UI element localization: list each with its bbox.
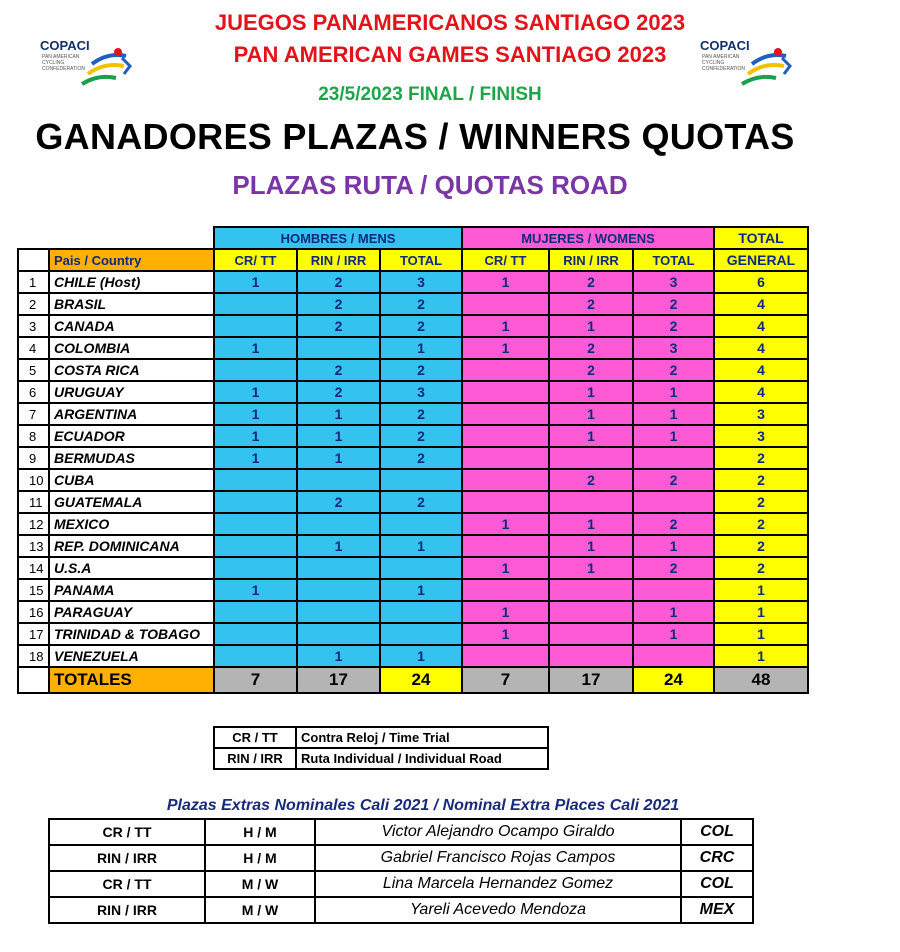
cell-women-crtt: [462, 469, 549, 491]
table-row: [18, 469, 808, 491]
total-general: 48: [714, 667, 808, 693]
legend-desc: Ruta Individual / Individual Road: [296, 748, 548, 769]
cell-women-total: 1: [633, 535, 714, 557]
cell-women-total: [633, 645, 714, 667]
cell-women-crtt: [462, 491, 549, 513]
title-spanish: JUEGOS PANAMERICANOS SANTIAGO 2023: [214, 10, 686, 35]
cell-total-general: 4: [714, 381, 808, 403]
cell-men-crtt: 1: [214, 403, 297, 425]
cell-total-general: 1: [714, 579, 808, 601]
extra-gender: M / W: [205, 897, 315, 923]
legend-desc: Contra Reloj / Time Trial: [296, 727, 548, 748]
cell-men-rin: [297, 557, 380, 579]
extra-country-code: CRC: [681, 845, 753, 871]
cell-men-total: 1: [380, 579, 462, 601]
table-row: [18, 447, 808, 469]
logo-subtext: PAN AMERICAN CYCLING CONFEDERATION: [42, 54, 85, 72]
cell-women-total: 3: [633, 271, 714, 293]
table-row: [18, 513, 808, 535]
cell-women-total: 1: [633, 381, 714, 403]
cell-women-crtt: [462, 293, 549, 315]
cell-women-rin: 1: [549, 315, 633, 337]
table-row: [18, 601, 808, 623]
cell-total-general: 2: [714, 491, 808, 513]
cell-men-total: 2: [380, 425, 462, 447]
extra-category: RIN / IRR: [49, 897, 205, 923]
extra-country-code: MEX: [681, 897, 753, 923]
blank-cell: [49, 227, 214, 249]
row-number: 2: [18, 293, 49, 315]
cell-women-rin: 1: [549, 381, 633, 403]
cell-women-total: 1: [633, 623, 714, 645]
country-column-header: Pais / Country: [49, 249, 214, 271]
table-row: [18, 535, 808, 557]
cell-men-crtt: [214, 315, 297, 337]
column-header-men-crtt: CR/ TT: [214, 249, 297, 271]
cell-men-crtt: [214, 491, 297, 513]
cell-women-rin: 1: [549, 403, 633, 425]
cell-men-crtt: [214, 601, 297, 623]
country-name: U.S.A: [49, 557, 214, 579]
cell-women-total: 2: [633, 359, 714, 381]
column-header-men-rin: RIN / IRR: [297, 249, 380, 271]
row-number: 15: [18, 579, 49, 601]
cell-men-total: 2: [380, 403, 462, 425]
cell-men-rin: 1: [297, 403, 380, 425]
cell-men-crtt: 1: [214, 381, 297, 403]
table-row: [18, 315, 808, 337]
cell-total-general: 1: [714, 623, 808, 645]
cell-women-crtt: 1: [462, 337, 549, 359]
row-number: 9: [18, 447, 49, 469]
extra-row: [49, 871, 753, 897]
cell-women-total: 2: [633, 513, 714, 535]
cell-men-rin: 2: [297, 315, 380, 337]
row-number: 8: [18, 425, 49, 447]
table-row: [18, 337, 808, 359]
cell-men-rin: [297, 579, 380, 601]
cell-men-crtt: 1: [214, 447, 297, 469]
legend-abbr: CR / TT: [214, 727, 296, 748]
cell-men-rin: [297, 337, 380, 359]
total-general-header-bottom: GENERAL: [714, 249, 808, 271]
table-row: [18, 623, 808, 645]
cell-total-general: 4: [714, 359, 808, 381]
extra-places-title: Plazas Extras Nominales Cali 2021 / Nominal Extra Places Cali 2021: [166, 797, 680, 814]
cell-women-crtt: [462, 535, 549, 557]
totals-label: TOTALES: [49, 667, 214, 693]
cell-women-crtt: 1: [462, 601, 549, 623]
country-name: CUBA: [49, 469, 214, 491]
table-row: [18, 645, 808, 667]
table-row: [18, 403, 808, 425]
table-row: [18, 381, 808, 403]
table-row: [18, 359, 808, 381]
total-general-header-top: TOTAL: [714, 227, 808, 249]
cell-women-total: 1: [633, 403, 714, 425]
cell-men-total: 2: [380, 293, 462, 315]
quotas-table: [17, 226, 809, 694]
row-number: 11: [18, 491, 49, 513]
cell-women-crtt: [462, 447, 549, 469]
table-row: [18, 491, 808, 513]
cell-men-rin: [297, 601, 380, 623]
abbreviation-legend: [213, 726, 549, 770]
extra-row: [49, 819, 753, 845]
cell-total-general: 6: [714, 271, 808, 293]
cell-men-crtt: [214, 359, 297, 381]
cell-women-total: 2: [633, 293, 714, 315]
extra-athlete-name: Victor Alejandro Ocampo Giraldo: [315, 819, 681, 845]
cell-men-total: 3: [380, 271, 462, 293]
cell-men-crtt: [214, 469, 297, 491]
group-header-men: HOMBRES / MENS: [214, 227, 462, 249]
logo-subtext: PAN AMERICAN CYCLING CONFEDERATION: [702, 54, 745, 72]
cell-total-general: 4: [714, 293, 808, 315]
cell-women-crtt: 1: [462, 315, 549, 337]
table-row: [18, 271, 808, 293]
row-number: 12: [18, 513, 49, 535]
cell-women-crtt: [462, 425, 549, 447]
cell-women-total: [633, 579, 714, 601]
totals-row: [18, 667, 808, 693]
row-number: 10: [18, 469, 49, 491]
extra-gender: M / W: [205, 871, 315, 897]
country-name: PANAMA: [49, 579, 214, 601]
extra-row: [49, 897, 753, 923]
cell-women-rin: 1: [549, 535, 633, 557]
cell-men-total: 2: [380, 315, 462, 337]
cell-men-crtt: [214, 513, 297, 535]
total-men-crtt: 7: [214, 667, 297, 693]
cell-men-total: [380, 601, 462, 623]
cell-women-rin: 1: [549, 513, 633, 535]
cell-total-general: 1: [714, 645, 808, 667]
cell-women-total: 2: [633, 469, 714, 491]
row-number: 1: [18, 271, 49, 293]
cell-men-crtt: 1: [214, 425, 297, 447]
cell-women-total: 2: [633, 315, 714, 337]
table-row: [18, 293, 808, 315]
extra-athlete-name: Gabriel Francisco Rojas Campos: [315, 845, 681, 871]
country-name: COSTA RICA: [49, 359, 214, 381]
cell-men-total: [380, 557, 462, 579]
extra-gender: H / M: [205, 819, 315, 845]
cell-women-rin: [549, 491, 633, 513]
cell-men-rin: 1: [297, 425, 380, 447]
blank-cell: [18, 249, 49, 271]
country-name: GUATEMALA: [49, 491, 214, 513]
row-number: 7: [18, 403, 49, 425]
cell-men-rin: 1: [297, 535, 380, 557]
cell-women-total: 2: [633, 557, 714, 579]
cell-men-rin: 1: [297, 447, 380, 469]
cell-men-total: [380, 469, 462, 491]
extra-places-table: [48, 818, 754, 924]
extra-category: RIN / IRR: [49, 845, 205, 871]
cell-men-crtt: [214, 557, 297, 579]
cell-total-general: 1: [714, 601, 808, 623]
table-row: [18, 579, 808, 601]
cell-men-total: 2: [380, 491, 462, 513]
logo-text: COPACI: [40, 38, 90, 53]
extra-country-code: COL: [681, 819, 753, 845]
cell-women-rin: 1: [549, 425, 633, 447]
cell-women-rin: 2: [549, 293, 633, 315]
cell-men-rin: 2: [297, 381, 380, 403]
country-name: ARGENTINA: [49, 403, 214, 425]
cell-total-general: 2: [714, 535, 808, 557]
cell-women-total: [633, 447, 714, 469]
row-number: 6: [18, 381, 49, 403]
cell-men-total: 3: [380, 381, 462, 403]
country-name: URUGUAY: [49, 381, 214, 403]
cell-men-rin: [297, 513, 380, 535]
cell-women-total: [633, 491, 714, 513]
cell-men-crtt: [214, 535, 297, 557]
cell-women-crtt: [462, 403, 549, 425]
extra-category: CR / TT: [49, 871, 205, 897]
extra-athlete-name: Lina Marcela Hernandez Gomez: [315, 871, 681, 897]
cell-men-total: 1: [380, 337, 462, 359]
cell-women-crtt: 1: [462, 557, 549, 579]
cell-men-total: 2: [380, 359, 462, 381]
total-men-total: 24: [380, 667, 462, 693]
column-header-women-crtt: CR/ TT: [462, 249, 549, 271]
country-name: BRASIL: [49, 293, 214, 315]
cell-women-rin: [549, 579, 633, 601]
cell-women-rin: 2: [549, 469, 633, 491]
cell-women-crtt: [462, 579, 549, 601]
cell-total-general: 2: [714, 513, 808, 535]
row-number: 13: [18, 535, 49, 557]
blank-cell: [18, 667, 49, 693]
group-header-women: MUJERES / WOMENS: [462, 227, 714, 249]
legend-abbr: RIN / IRR: [214, 748, 296, 769]
extra-country-code: COL: [681, 871, 753, 897]
column-header-men-total: TOTAL: [380, 249, 462, 271]
cell-men-crtt: 1: [214, 337, 297, 359]
cell-women-crtt: 1: [462, 623, 549, 645]
cell-women-crtt: [462, 645, 549, 667]
extra-athlete-name: Yareli Acevedo Mendoza: [315, 897, 681, 923]
cell-men-rin: 2: [297, 293, 380, 315]
row-number: 14: [18, 557, 49, 579]
country-name: TRINIDAD & TOBAGO: [49, 623, 214, 645]
cell-women-rin: [549, 601, 633, 623]
cell-men-crtt: [214, 623, 297, 645]
page-subheading: PLAZAS RUTA / QUOTAS ROAD: [232, 170, 628, 200]
extra-gender: H / M: [205, 845, 315, 871]
country-name: PARAGUAY: [49, 601, 214, 623]
cell-total-general: 2: [714, 469, 808, 491]
date-status: 23/5/2023 FINAL / FINISH: [318, 84, 542, 105]
cell-men-total: 2: [380, 447, 462, 469]
cell-total-general: 2: [714, 447, 808, 469]
cell-total-general: 4: [714, 315, 808, 337]
blank-cell: [18, 227, 49, 249]
table-row: [18, 425, 808, 447]
country-name: ECUADOR: [49, 425, 214, 447]
cell-total-general: 2: [714, 557, 808, 579]
cell-women-rin: 1: [549, 557, 633, 579]
cell-women-rin: 2: [549, 359, 633, 381]
cell-women-rin: 2: [549, 337, 633, 359]
cell-women-rin: [549, 447, 633, 469]
row-number: 16: [18, 601, 49, 623]
cell-men-rin: 2: [297, 271, 380, 293]
cell-women-crtt: [462, 359, 549, 381]
cell-men-crtt: 1: [214, 579, 297, 601]
extra-row: [49, 845, 753, 871]
row-number: 17: [18, 623, 49, 645]
total-women-total: 24: [633, 667, 714, 693]
cell-men-crtt: [214, 645, 297, 667]
row-number: 4: [18, 337, 49, 359]
country-name: CHILE (Host): [49, 271, 214, 293]
country-name: VENEZUELA: [49, 645, 214, 667]
table-row: [18, 557, 808, 579]
total-men-rin: 17: [297, 667, 380, 693]
cell-men-total: [380, 623, 462, 645]
cell-men-crtt: [214, 293, 297, 315]
extra-category: CR / TT: [49, 819, 205, 845]
cell-men-total: 1: [380, 645, 462, 667]
cell-women-rin: [549, 623, 633, 645]
cell-women-total: 1: [633, 601, 714, 623]
total-women-rin: 17: [549, 667, 633, 693]
cell-men-total: 1: [380, 535, 462, 557]
cell-men-rin: 2: [297, 359, 380, 381]
column-header-women-total: TOTAL: [633, 249, 714, 271]
country-name: COLOMBIA: [49, 337, 214, 359]
cell-women-rin: [549, 645, 633, 667]
country-name: REP. DOMINICANA: [49, 535, 214, 557]
cell-men-rin: 1: [297, 645, 380, 667]
cell-men-rin: [297, 469, 380, 491]
cell-women-total: 1: [633, 425, 714, 447]
cell-women-crtt: 1: [462, 513, 549, 535]
row-number: 5: [18, 359, 49, 381]
legend-row: [214, 727, 548, 748]
title-english: PAN AMERICAN GAMES SANTIAGO 2023: [233, 42, 667, 67]
row-number: 3: [18, 315, 49, 337]
page-heading: GANADORES PLAZAS / WINNERS QUOTAS: [35, 116, 795, 157]
country-name: BERMUDAS: [49, 447, 214, 469]
country-name: CANADA: [49, 315, 214, 337]
column-header-women-rin: RIN / IRR: [549, 249, 633, 271]
cell-women-total: 3: [633, 337, 714, 359]
legend-row: [214, 748, 548, 769]
logo-text: COPACI: [700, 38, 750, 53]
cell-total-general: 3: [714, 403, 808, 425]
cell-men-rin: 2: [297, 491, 380, 513]
cell-men-crtt: 1: [214, 271, 297, 293]
row-number: 18: [18, 645, 49, 667]
cell-women-crtt: 1: [462, 271, 549, 293]
total-women-crtt: 7: [462, 667, 549, 693]
cell-total-general: 4: [714, 337, 808, 359]
cell-total-general: 3: [714, 425, 808, 447]
cell-women-rin: 2: [549, 271, 633, 293]
cell-women-crtt: [462, 381, 549, 403]
country-name: MEXICO: [49, 513, 214, 535]
cell-men-total: [380, 513, 462, 535]
cell-men-rin: [297, 623, 380, 645]
